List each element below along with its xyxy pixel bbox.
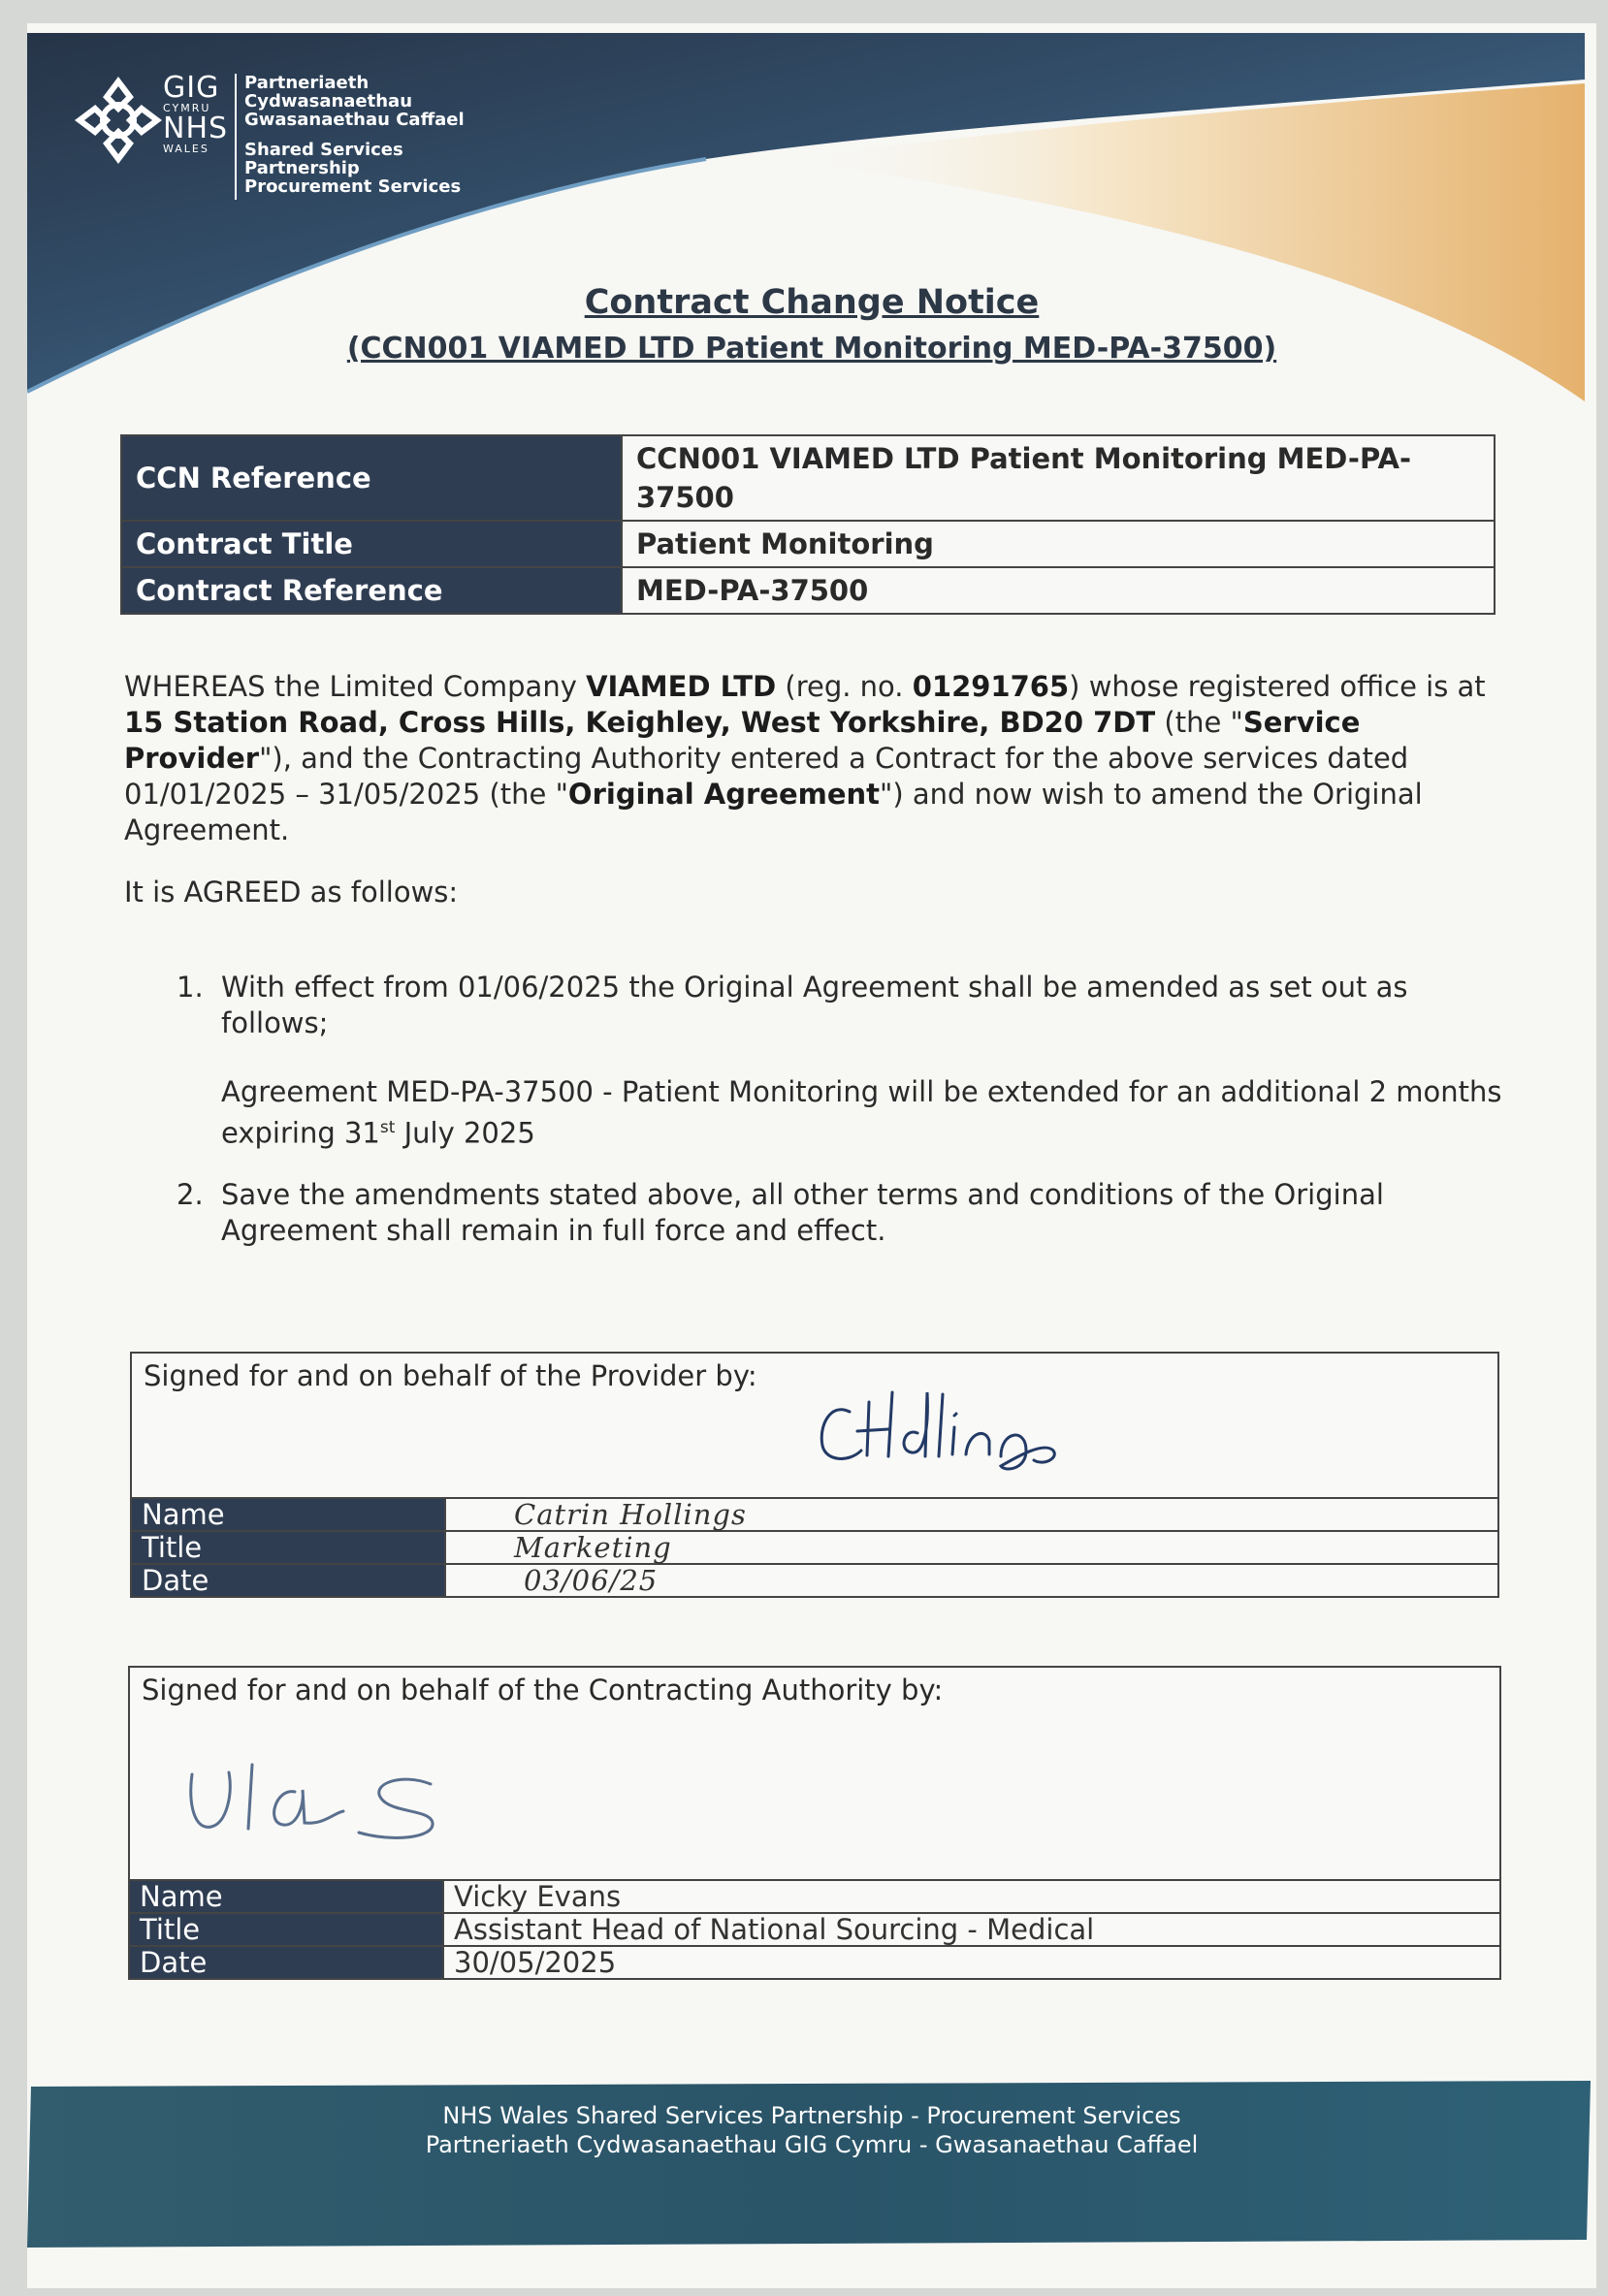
logo-english-line-1: Shared Services: [244, 140, 403, 160]
contract-reference-label: Contract Reference: [121, 567, 622, 614]
logo-wales: WALES: [163, 143, 209, 155]
provider-name-label: Name: [131, 1498, 445, 1531]
authority-date-label: Date: [129, 1946, 443, 1979]
company-name: VIAMED LTD: [586, 670, 777, 703]
table-row: [121, 521, 1495, 567]
list-item: [177, 970, 1511, 1041]
nhs-wales-emblem-icon: [74, 76, 163, 165]
extension-detail: [221, 1074, 1511, 1152]
provider-date-value: 03/06/25: [445, 1564, 1498, 1597]
agreed-intro: It is AGREED as follows:: [124, 876, 459, 909]
provider-signature-heading: Signed for and on behalf of the Provider by:: [144, 1359, 757, 1392]
table-row: [129, 1913, 1500, 1946]
whereas-paragraph: [124, 669, 1521, 848]
footer-banner: [27, 2075, 1596, 2249]
list-item-number: 1.: [177, 971, 204, 1004]
table-row: [129, 1880, 1500, 1913]
list-item: [177, 1177, 1511, 1249]
list-item-text: With effect from 01/06/2025 the Original Agreement shall be amended as set out as follows;: [221, 971, 1408, 1039]
logo-welsh-line-3: Gwasanaethau Caffael: [244, 110, 465, 130]
authority-name-value: Vicky Evans: [443, 1880, 1500, 1913]
provider-signature: [811, 1373, 1082, 1480]
footer-line-welsh: Partneriaeth Cydwasanaethau GIG Cymru - Gwasanaethau Caffael: [425, 2131, 1199, 2158]
logo-gig: GIG: [163, 71, 220, 105]
provider-date-label: Date: [131, 1564, 445, 1597]
authority-name-label: Name: [129, 1880, 443, 1913]
whereas-text: (the ": [1155, 706, 1243, 739]
document-subtitle: (CCN001 VIAMED LTD Patient Monitoring MED-PA-37500): [346, 332, 1277, 366]
registered-address: 15 Station Road, Cross Hills, Keighley, West Yorkshire, BD20 7DT: [124, 706, 1156, 739]
logo-organisation-name: [244, 74, 465, 196]
service-provider-term: Service Provider: [124, 706, 1361, 775]
table-row: [121, 567, 1495, 614]
registration-number: 01291765: [912, 670, 1070, 703]
contract-reference-value: MED-PA-37500: [622, 567, 1495, 614]
table-row: [129, 1946, 1500, 1979]
authority-date-value: 30/05/2025: [443, 1946, 1500, 1979]
document-title: Contract Change Notice: [584, 283, 1040, 322]
whereas-text: (reg. no.: [776, 670, 913, 703]
logo-welsh-line-1: Partneriaeth: [244, 73, 370, 93]
logo-english-line-3: Procurement Services: [244, 176, 462, 197]
provider-title-value: Marketing: [445, 1531, 1498, 1564]
table-row: [131, 1498, 1498, 1531]
authority-signature-box: [128, 1666, 1501, 1883]
logo-welsh-line-2: Cydwasanaethau: [244, 91, 413, 112]
table-row: [131, 1564, 1498, 1597]
logo-divider: [235, 74, 237, 200]
provider-signature-table: [130, 1497, 1499, 1598]
logo-english-line-2: Partnership: [244, 158, 360, 178]
list-item-number: 2.: [177, 1178, 204, 1211]
authority-title-label: Title: [129, 1913, 443, 1946]
provider-signature-box: [130, 1352, 1499, 1501]
ccn-reference-value: CCN001 VIAMED LTD Patient Monitoring MED-PA-37500: [622, 435, 1495, 521]
ordinal-suffix: st: [379, 1118, 396, 1137]
authority-signature-heading: Signed for and on behalf of the Contracting Authority by:: [142, 1674, 944, 1706]
list-item-text: Save the amendments stated above, all other terms and conditions of the Original Agreement shall remain in full force and effect.: [221, 1178, 1384, 1247]
document-page: [27, 23, 1596, 2288]
logo-nhs: NHS: [163, 112, 229, 145]
reference-table: [120, 434, 1495, 615]
contract-title-value: Patient Monitoring: [622, 521, 1495, 567]
authority-signature-table: [128, 1879, 1501, 1980]
ccn-reference-label: CCN Reference: [121, 435, 622, 521]
whereas-text: ) whose registered office is at: [1069, 670, 1486, 703]
contract-title-label: Contract Title: [121, 521, 622, 567]
authority-title-value: Assistant Head of National Sourcing - Medical: [443, 1913, 1500, 1946]
whereas-text: "), and the Contracting Authority entered a Contract for the above services dated 01/01/2025 – 31/05/2025 (the ": [124, 742, 1409, 811]
extension-detail-text: July 2025: [395, 1116, 535, 1150]
table-row: [121, 435, 1495, 521]
extension-detail-text: Agreement MED-PA-37500 - Patient Monitoring will be extended for an additional 2 months expiring 31: [221, 1075, 1502, 1150]
footer-line-english: NHS Wales Shared Services Partnership - Procurement Services: [442, 2102, 1181, 2129]
logo-cymru: CYMRU: [163, 102, 211, 114]
whereas-text: WHEREAS the Limited Company: [124, 670, 587, 703]
whereas-text: ") and now wish to amend the Original Agreement.: [124, 778, 1423, 846]
provider-name-value: Catrin Hollings: [445, 1498, 1498, 1531]
authority-signature: [178, 1745, 469, 1852]
logo-wordmark: [163, 71, 229, 155]
original-agreement-term: Original Agreement: [567, 778, 881, 811]
table-row: [131, 1531, 1498, 1564]
provider-title-label: Title: [131, 1531, 445, 1564]
